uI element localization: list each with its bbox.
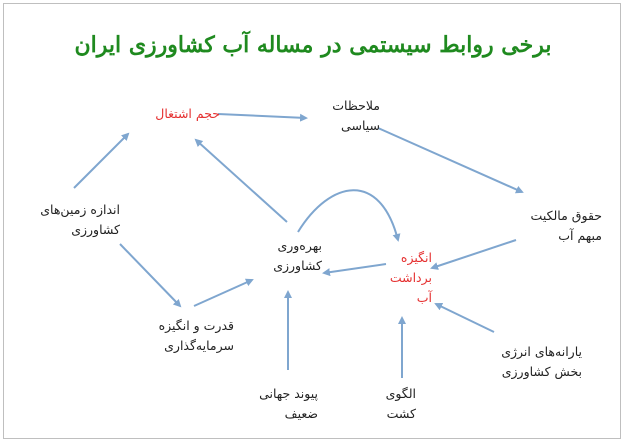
arrow-water-motive-to-productivity	[324, 264, 386, 273]
arrow-political-to-ownership	[378, 128, 522, 192]
node-political: ملاحظات سیاسی	[332, 98, 380, 133]
node-productivity: بهره‌وری کشاورزی	[273, 238, 322, 273]
node-cropping: الگوی کشت	[385, 386, 416, 421]
arrow-farm-size-to-investment	[120, 244, 180, 306]
arrow-subsidies-to-water-motive	[436, 304, 494, 332]
arrow-productivity-to-water-motive	[298, 190, 398, 240]
node-investment: قدرت و انگیزه سرمایه‌گذاری	[158, 318, 234, 353]
node-ownership: حقوق مالکیت مبهم آب	[530, 208, 602, 243]
node-farm-size: اندازه زمین‌های کشاورزی	[40, 202, 120, 237]
arrow-productivity-to-employment	[196, 140, 287, 222]
node-global-link: پیوند جهانی ضعیف	[259, 386, 318, 421]
arrow-farm-size-to-employment	[74, 134, 128, 188]
arrow-investment-to-productivity	[194, 280, 252, 306]
node-employment: حجم اشتغال	[155, 106, 220, 121]
node-subsidies: یارانه‌های انرژی بخش کشاورزی	[501, 344, 582, 379]
node-water-motive: انگیزه برداشت آب	[389, 250, 432, 305]
arrow-employment-to-political	[218, 114, 306, 118]
diagram-title: برخی روابط سیستمی در مساله آب کشاورزی ایران	[74, 32, 552, 58]
arrow-ownership-to-water-motive	[432, 240, 516, 268]
